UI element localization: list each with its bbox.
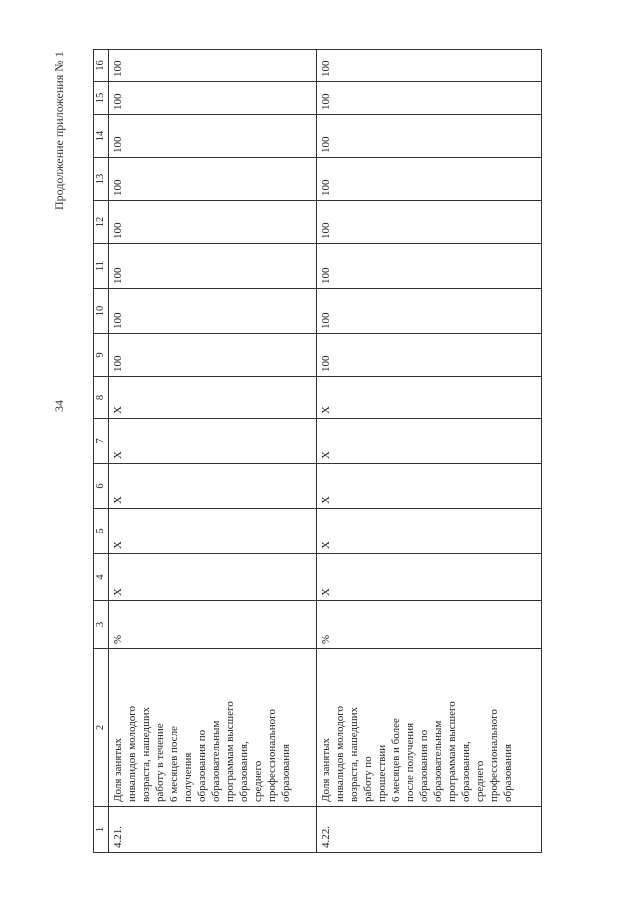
- cell-value: 100: [109, 115, 317, 158]
- cell-value: X: [109, 377, 317, 419]
- column-header: 7: [94, 419, 109, 464]
- column-header: 10: [94, 289, 109, 334]
- cell-value: 100: [109, 244, 317, 289]
- column-header: 14: [94, 115, 109, 158]
- cell-value: X: [109, 554, 317, 601]
- cell-value: X: [317, 377, 542, 419]
- table-row: [109, 50, 317, 853]
- cell-value: 100: [317, 201, 542, 244]
- cell-value: X: [109, 419, 317, 464]
- cell-value: X: [109, 464, 317, 509]
- column-header: 2: [94, 649, 109, 807]
- column-header: 5: [94, 509, 109, 554]
- column-header: 15: [94, 82, 109, 115]
- column-header: 9: [94, 334, 109, 377]
- column-header: 13: [94, 158, 109, 201]
- cell-value: X: [317, 464, 542, 509]
- row-code: 4.22.: [317, 807, 542, 853]
- column-header: 3: [94, 601, 109, 649]
- table-container: [93, 50, 540, 853]
- cell-value: 100: [317, 244, 542, 289]
- cell-value: X: [109, 509, 317, 554]
- column-header: 12: [94, 201, 109, 244]
- cell-value: 100: [109, 334, 317, 377]
- cell-value: 100: [317, 334, 542, 377]
- row-description: Доля занятых инвалидов молодого возраста, нашедших работу в течение 6 месяцев после получения образования по образовательным программам высшего образования, среднего профессионального образования: [109, 649, 317, 807]
- data-table: [93, 49, 542, 853]
- row-unit: %: [317, 601, 542, 649]
- cell-value: 100: [317, 289, 542, 334]
- column-header: 6: [94, 464, 109, 509]
- cell-value: X: [317, 554, 542, 601]
- column-header: 1: [94, 807, 109, 853]
- row-code: 4.21.: [109, 807, 317, 853]
- column-header: 11: [94, 244, 109, 289]
- row-description: Доля занятых инвалидов молодого возраста, нашедших работу по прошествии 6 месяцев и более после получения образования по образовательным программам высшего образования, среднего профессионального образования: [317, 649, 542, 807]
- cell-value: 100: [109, 50, 317, 82]
- cell-value: X: [317, 419, 542, 464]
- cell-value: X: [317, 509, 542, 554]
- cell-value: 100: [317, 82, 542, 115]
- page-number: 34: [52, 400, 66, 412]
- cell-value: 100: [109, 201, 317, 244]
- table-row: [317, 50, 542, 853]
- row-unit: %: [109, 601, 317, 649]
- cell-value: 100: [317, 115, 542, 158]
- column-header: 8: [94, 377, 109, 419]
- column-header: 4: [94, 554, 109, 601]
- cell-value: 100: [317, 158, 542, 201]
- continuation-note: Продолжение приложения № 1: [52, 51, 66, 210]
- column-header-row: [94, 50, 109, 853]
- column-header: 16: [94, 50, 109, 82]
- cell-value: 100: [109, 82, 317, 115]
- cell-value: 100: [109, 158, 317, 201]
- cell-value: 100: [317, 50, 542, 82]
- cell-value: 100: [109, 289, 317, 334]
